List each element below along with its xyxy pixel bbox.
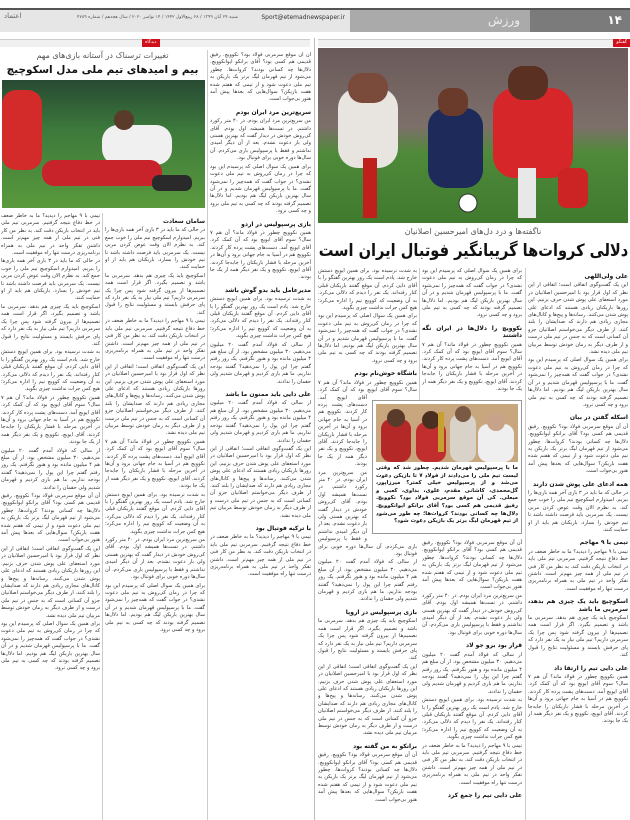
subheading: سامان سعادت [163,218,205,225]
subheading: اسکله گفتن در بیان [569,414,628,422]
body-paragraph: من سریع‌ترین مرد ایران بودم. در ۴۰ متر رکورد داشتم. در تست‌ها همیشه اول بودم. آقای کی‌روش خودش در دیدار گفت که بهترین هستی ولی باز دعوت نشدم. بعد از آن دیگر امیدی نداشتم و فقط با پرسپولیس بازی می‌کردم. آن سال‌ها دوره خوبی برای فوتبال بود. [210,118,311,162]
section-email: Sport@etemadnewspaper.ir [261,14,345,21]
body-paragraph: تیمی با ۹ مهاجم را دیدید؟ ما به خاطر ضعف در خط دفاع نتیجه گرفتیم. سرمربی تیم ملی باید در انتخاب بازیکن دقت کند. به نظر من کار فنی در تیم ملی از همه چیز مهم‌تر است. داشتن تفکر واحد در تیم ملی به همراه برنامه‌ریزی درست تنها راه موفقیت است. [528,548,628,592]
body-paragraph: به شدت ترسیده بود. برای همین ایویچ دستش خارج شد. یادم است یک روز بهترین گفتگو را با آقای دایی کردم. آن موقع گفتند بازیکنان قبلی کنار رفته‌اند. یک نفر را دیدم که دلالی می‌کرد. به آن وضعیت که کوویچ تیم را اداره می‌کرد؛ هیچ کس جرات نداشت چیزی بگوید. [105,491,205,535]
subheading: علی ولی‌اللهی [584,273,628,280]
body-paragraph: از سالی که فولاد آمدم گفت ۲۰ میلیون می‌دهیم. ۳۰ میلیون مشخص بود. از آن مبلغ هم ۴ میلیون مانده بود و هنوز نگرفتم. یک روز رفتم گفتم چرا این پول را نمی‌دهید؟ گفتند بودجه نداریم. ما هم بازی کردیم و قهرمان شدیم ولی حقمان را ندادند. [1,447,100,491]
body-paragraph: آن آن موقع سرمربی فولاد بود؟ نکوویچ. رفیق قدیمی هم کسی بود؟ آقای برانکو ایوانکوویچ. دلال‌ها چه کسانی بودند؟ کروات‌ها. چطور می‌شود از تیم قهرمان لیگ برتر یک بازیکن به تیم ملی دعوت شود و از تیمی که هفتم شده هفت بازیکن؟ سوال‌هایی که بعدها پیش آمد هنوز بی‌جواب است. [528,423,628,475]
side-photo [2,80,205,208]
column-divider [207,50,208,820]
section-bar-right [318,39,630,47]
column-divider [419,268,420,400]
body-paragraph: تیمی با ۹ مهاجم را دیدید؟ ما به خاطر ضعف در خط دفاع نتیجه گرفتیم. سرمربی تیم ملی باید در انتخاب بازیکن دقت کند. به نظر من کار فنی در تیم ملی از همه چیز مهم‌تر است. داشتن تفکر واحد در تیم ملی به همراه برنامه‌ریزی درست تنها راه موفقیت است. [105,318,205,362]
section-tag-opinion: دیدگاه [142,39,160,47]
subheading: علی دایی تیم را جمع کرد [447,792,522,799]
body-paragraph: آن آن موقع سرمربی فولاد بود؟ نکوویچ. رفیق قدیمی هم کسی بود؟ آقای برانکو ایوانکوویچ. دلال‌ها چه کسانی بودند؟ کروات‌ها. چطور می‌شود از تیم قهرمان لیگ برتر یک بازیکن به تیم ملی دعوت شود و از تیمی که هفتم شده هفت بازیکن؟ سوال‌هایی که بعدها پیش آمد هنوز بی‌جواب است. [1,493,100,544]
body-paragraph: این یک گفت‌وگوی اتفاقی است؛ اتفاقی از این نظر که اول قرار بود با امیرحسین اصلانیان در مورد استعفای علی پوش شدن حرف بزنیم. این روزها بازیکنان زیادی هستند که ادعای علی پوش شدن می‌کنند. رسانه‌ها و پیج‌ها و کانال‌های مجازی زیادی هم دارند که صدایشان را بلند کنند. از طرف دیگر می‌خواستم اصلانیان جزو آن کسانی است که به جنس در تیم ملی درست و از طرف دیگر به زمان خودش توسط مربیان تیم ملی دیده نشد. [318,663,417,737]
body-paragraph: اسکوچیچ باید یک چیزی هم بدهد. سرمربی ما باشد و تصمیم بگیرد. اگر قرار است همه تصمیم‌ها از بیرون گرفته شود پس چرا یک سرمربی داریم؟ تیم ملی نیاز به یک نفر دارد که پای حرفش بایستد و مسئولیت نتایج را قبول کند. [105,272,205,316]
inset-photo-box [372,400,522,534]
subheading: اسکوچیچ باید یک چیزی هم بدهد، سرمربی ما باشد [528,598,628,613]
body-paragraph: این یک گفت‌وگوی اتفاقی است؛ اتفاقی از این نظر که اول قرار بود با امیرحسین اصلانیان در مورد استعفای علی پوش شدن حرف بزنیم. این روزها بازیکنان زیادی هستند که ادعای علی پوش شدن می‌کنند. رسانه‌ها و پیج‌ها و کانال‌های مجازی زیادی هم دارند که صدایشان را بلند کنند. از طرف دیگر می‌خواستم اصلانیان جزو آن کسانی است که به جنس در تیم ملی درست و از طرف دیگر به زمان خودش توسط مربیان تیم ملی دیده نشد. [528,282,628,356]
body-paragraph: اسکوچیچ باید یک چیزی هم بدهد. سرمربی ما باشد و تصمیم بگیرد. اگر قرار است همه تصمیم‌ها از بیرون گرفته شود پس چرا یک سرمربی داریم؟ تیم ملی نیاز به یک نفر دارد که پای حرفش بایستد و مسئولیت نتایج را قبول کند. [528,615,628,659]
body-paragraph: از سالی که فولاد آمدم گفت ۲۰ میلیون می‌دهیم. ۳۰ میلیون مشخص بود. از آن مبلغ هم ۴ میلیون مانده بود و هنوز نگرفتم. یک روز رفتم گفتم چرا این پول را نمی‌دهید؟ گفتند بودجه نداریم. ما هم بازی کردیم و قهرمان شدیم ولی حقمان را ندادند. [318,559,417,603]
column-left-3 [1,213,100,820]
body-paragraph: همین نکوویچ چطور در فولاد ماند؟ آن هم ۷ سال؟ سوم آقای ایویچ بود که آن کمک کرد. آقای ایویچ آمد. دست‌های پشت پرده کار کردند. نکوویچ هم در آسیا به جام جهانی برود و آن‌ها در آخرین مرحله با فشار بازیکنان را جابه‌جا کردند. آقای ایویچ، نکوویچ و یک نفر دیگر همه از یک جا بودند. [528,673,628,725]
body-paragraph: من سریع‌ترین مرد ایران بودم. در ۴۰ متر رکورد داشتم. در تست‌ها همیشه اول بودم. آقای کی‌روش خودش در دیدار گفت که بهترین هستی ولی باز دعوت نشدم. بعد از آن دیگر امیدی نداشتم و فقط با پرسپولیس بازی می‌کردم. آن سال‌ها دوره خوبی برای فوتبال بود. [422,592,522,636]
body-paragraph: آن آن موقع سرمربی فولاد بود؟ نکوویچ. رفیق قدیمی هم کسی بود؟ آقای برانکو ایوانکوویچ. دلال‌ها چه کسانی بودند؟ کروات‌ها. چطور می‌شود از تیم قهرمان لیگ برتر یک بازیکن به تیم ملی دعوت شود و از تیمی که هفتم شده هفت بازیکن؟ سوال‌هایی که بعدها پیش آمد هنوز بی‌جواب است. [318,752,417,803]
column-right-3 [318,268,417,820]
body-paragraph: آن آن موقع سرمربی فولاد بود؟ نکوویچ. رفیق قدیمی هم کسی بود؟ آقای برانکو ایوانکوویچ. دلال‌ها چه کسانی بودند؟ کروات‌ها. چطور می‌شود از تیم قهرمان لیگ برتر یک بازیکن به تیم ملی دعوت شود و از تیمی که هفتم شده هفت بازیکن؟ سوال‌هایی که بعدها پیش آمد هنوز بی‌جواب است. [210,52,311,103]
subheading: سریع‌ترین مرد ایران بودم [235,108,311,116]
side-headline: بیم و امیدهای تیم ملی مدل اسکوچیچ [6,64,199,76]
page-divider [314,38,315,820]
body-paragraph: آن آن موقع سرمربی فولاد بود؟ نکوویچ. رفیق قدیمی هم کسی بود؟ آقای برانکو ایوانکوویچ. دلال‌ها چه کسانی بودند؟ کروات‌ها. چطور می‌شود از تیم قهرمان لیگ برتر یک بازیکن به تیم ملی دعوت شود و از تیمی که هفتم شده هفت بازیکن؟ سوال‌هایی که بعدها پیش آمد هنوز بی‌جواب است. [422,540,522,591]
body-paragraph: همین نکوویچ چطور در فولاد ماند؟ آن هم ۷ سال؟ سوم آقای ایویچ بود که آن کمک کرد. آقای ایویچ آمد. دست‌های پشت پرده کار کردند. نکوویچ هم در آسیا به جام جهانی برود و آن‌ها در آخرین مرحله با فشار بازیکنان را جابه‌جا کردند. آقای ایویچ، نکوویچ و یک نفر دیگر همه از یک جا بودند. [210,229,311,281]
body-paragraph: تیمی با ۹ مهاجم را دیدید؟ ما به خاطر ضعف در خط دفاع نتیجه گرفتیم. سرمربی تیم ملی باید در انتخاب بازیکن دقت کند. به نظر من کار فنی در تیم ملی از همه چیز مهم‌تر است. داشتن تفکر واحد در تیم ملی به همراه برنامه‌ریزی درست تنها راه موفقیت است. [1,213,100,257]
body-paragraph: من سریع‌ترین مرد ایران بودم. در ۴۰ متر رکورد داشتم. در تست‌ها همیشه اول بودم. آقای کی‌روش خودش در دیدار گفت که بهترین هستی ولی باز دعوت نشدم. بعد از آن دیگر امیدی نداشتم و فقط با پرسپولیس بازی می‌کردم. آن سال‌ها دوره خوبی برای فوتبال بود. [105,537,205,581]
column-right-2 [422,268,522,820]
body-paragraph: اسکوچیچ باید یک چیزی هم بدهد. سرمربی ما باشد و تصمیم بگیرد. اگر قرار است همه تصمیم‌ها از بیرون گرفته شود پس چرا یک سرمربی داریم؟ تیم ملی نیاز به یک نفر دارد که پای حرفش بایستد و مسئولیت نتایج را قبول کند. [318,618,417,662]
body-paragraph: از سالی که فولاد آمدم گفت ۲۰ میلیون می‌دهیم. ۳۰ میلیون مشخص بود. از آن مبلغ هم ۴ میلیون مانده بود و هنوز نگرفتم. یک روز رفتم گفتم چرا این پول را نمی‌دهید؟ گفتند بودجه نداریم. ما هم بازی کردیم و قهرمان شدیم ولی حقمان را ندادند. [422,651,522,695]
body-paragraph: برای همین یک سوال اصلی که پرسیدم این بود که چرا در زمان کی‌روش به تیم ملی دعوت نشدی؟ در جواب گفت که همه‌چیز را نمی‌شود گفت. ما با پرسپولیس قهرمان شدیم و در آن سال بهترین بازیکن لیگ هم بودیم. اما دلال‌ها تصمیم گرفته بودند که چه کسی به تیم ملی برود و چه کسی نرود. [1,620,100,672]
subheading: همه ادعای علی پوش شدن دارند [533,480,628,488]
body-paragraph: برای همین یک سوال اصلی که پرسیدم این بود که چرا در زمان کی‌روش به تیم ملی دعوت نشدی؟ در جواب گفت که همه‌چیز را نمی‌شود گفت. ما با پرسپولیس قهرمان شدیم و در آن سال بهترین بازیکن لیگ هم بودیم. اما دلال‌ها تصمیم گرفته بودند که چه کسی به تیم ملی برود و چه کسی نرود. [105,582,205,633]
body-paragraph: به شدت ترسیده بود. برای همین ایویچ دستش خارج شد. یادم است یک روز بهترین گفتگو را با آقای دایی کردم. آن موقع گفتند بازیکنان قبلی کنار رفته‌اند. یک نفر را دیدم که دلالی می‌کرد. به آن وضعیت که کوویچ تیم را اداره می‌کرد؛ هیچ کس جرات نداشت چیزی بگوید. [318,268,417,312]
body-paragraph: برای همین یک سوال اصلی که پرسیدم این بود که چرا در زمان کی‌روش به تیم ملی دعوت نشدی؟ در جواب گفت که همه‌چیز را نمی‌شود گفت. ما با پرسپولیس قهرمان شدیم و در آن سال بهترین بازیکن لیگ هم بودیم. اما دلال‌ها تصمیم گرفته بودند که چه کسی به تیم ملی برود و چه کسی نرود. [528,357,628,408]
column-right-1 [528,268,628,820]
side-kicker: تغییرات ترسناک در آستانه بازی‌های مهم [36,51,169,60]
body-paragraph: اسکوچیچ باید یک چیزی هم بدهد. سرمربی ما باشد و تصمیم بگیرد. اگر قرار است همه تصمیم‌ها از بیرون گرفته شود پس چرا یک سرمربی داریم؟ تیم ملی نیاز به یک نفر دارد که پای حرفش بایستد و مسئولیت نتایج را قبول کند. [1,303,100,347]
column-divider [525,268,526,820]
column-left-2 [105,213,205,820]
main-headline: دلالی کروات‌ها گریبانگیر فوتبال ایران است [318,241,628,261]
body-paragraph: از سالی که فولاد آمدم گفت ۲۰ میلیون می‌دهیم. ۳۰ میلیون مشخص بود. از آن مبلغ هم ۴ میلیون مانده بود و هنوز نگرفتم. یک روز رفتم گفتم چرا این پول را نمی‌دهید؟ گفتند بودجه نداریم. ما هم بازی کردیم و قهرمان شدیم ولی حقمان را ندادند. [210,400,311,444]
subheading: علی دایی باید ممنون ما باشد [225,391,311,399]
body-paragraph: همین نکوویچ چطور در فولاد ماند؟ آن هم ۷ سال؟ سوم آقای ایویچ بود که آن کمک کرد. آقای ایویچ آمد. دست‌های پشت پرده کار کردند. نکوویچ هم در آسیا به جام جهانی برود و آن‌ها در آخرین مرحله با فشار بازیکنان را جابه‌جا کردند. آقای ایویچ، نکوویچ و یک نفر دیگر همه از یک جا بودند. [1,394,100,446]
main-kicker: ناگفته‌ها و درد دل‌های امیرحسین اصلانیان [404,227,542,236]
body-paragraph: تیمی با ۹ مهاجم را دیدید؟ ما به خاطر ضعف در خط دفاع نتیجه گرفتیم. سرمربی تیم ملی باید در انتخاب بازیکن دقت کند. به نظر من کار فنی در تیم ملی از همه چیز مهم‌تر است. داشتن تفکر واحد در تیم ملی به همراه برنامه‌ریزی درست تنها راه موفقیت است. [210,534,311,578]
body-paragraph: در حالی که ما باید در ۳ بازی آخر همه بازی‌ها را ببریم. امیدوارم اسکوچیچ تیم ملی را خوب جمع کند. به نظرم الان وقت عوض کردن مربی نیست. یک سرمربی باید فرصت داشته باشد تا تیم خودش را بسازد. بازیکنان هم باید از او حمایت کنند. [1,258,100,302]
inset-caption: ما با پرسپولیس قهرمان شدیم. چطور شد که وقتی لیست تیم ملی را می‌دادند از فولاد ۷ تا بازیکن دعوت می‌شد و از پرسپولیس خیلی کمتر؟ میرزاپور، گل‌محمدی، کاشانی مقدم، علوی، بداوی، کعبی و میعلی. کی آن موقع سرمربی فولاد بود؟ نکوویچ. رفیق قدیمی هم کسی بود؟ آقای برانکو ایوانکوویچ. دلال‌ها چه کسانی بودند؟ کروات‌ها؛ چه طور می‌شود از تیم قهرمان لیگ برتر یک بازیکن دعوت شود؟ [376,465,518,525]
inset-photo [376,404,518,462]
body-paragraph: همین نکوویچ چطور در فولاد ماند؟ آن هم ۷ سال؟ سوم آقای ایویچ بود که آن کمک کرد. آقای ایویچ آمد. دست‌های پشت پرده کار کردند. نکوویچ هم در آسیا به جام جهانی برود و آن‌ها در آخرین مرحله با فشار بازیکنان را جابه‌جا کردند. آقای ایویچ، نکوویچ و یک نفر دیگر همه از یک جا بودند. [318,379,417,468]
body-paragraph: برای همین یک سوال اصلی که پرسیدم این بود که چرا در زمان کی‌روش به تیم ملی دعوت نشدی؟ در جواب گفت که همه‌چیز را نمی‌شود گفت. ما با پرسپولیس قهرمان شدیم و در آن سال بهترین بازیکن لیگ هم بودیم. اما دلال‌ها تصمیم گرفته بودند که چه کسی به تیم ملی برود و چه کسی نرود. [318,313,417,364]
section-name: ورزش [350,10,530,32]
body-paragraph: این یک گفت‌وگوی اتفاقی است؛ اتفاقی از این نظر که اول قرار بود با امیرحسین اصلانیان در مورد استعفای علی پوش شدن حرف بزنیم. این روزها بازیکنان زیادی هستند که ادعای علی پوش شدن می‌کنند. رسانه‌ها و پیج‌ها و کانال‌های مجازی زیادی هم دارند که صدایشان را بلند کنند. از طرف دیگر می‌خواستم اصلانیان جزو آن کسانی است که به جنس در تیم ملی درست و از طرف دیگر به زمان خودش توسط مربیان تیم ملی دیده نشد. [1,545,100,619]
body-paragraph: به شدت ترسیده بود. برای همین ایویچ دستش خارج شد. یادم است یک روز بهترین گفتگو را با آقای دایی کردم. آن موقع گفتند بازیکنان قبلی کنار رفته‌اند. یک نفر را دیدم که دلالی می‌کرد. به آن وضعیت که کوویچ تیم را اداره می‌کرد؛ هیچ کس جرات نداشت چیزی بگوید. [1,349,100,393]
main-photo [318,48,628,223]
body-paragraph: همین نکوویچ چطور در فولاد ماند؟ آن هم ۷ سال؟ سوم آقای ایویچ بود که آن کمک کرد. آقای ایویچ آمد. دست‌های پشت پرده کار کردند. نکوویچ هم در آسیا به جام جهانی برود و آن‌ها در آخرین مرحله با فشار بازیکنان را جابه‌جا کردند. آقای ایویچ، نکوویچ و یک نفر دیگر همه از یک جا بودند. [105,438,205,490]
subheading: با ترکیه فوتبال بود [255,524,311,532]
page-number: ۱۴ [530,10,630,32]
subheading: نکوویچ را دلال‌ها در ایران نگه داشتند [422,324,522,340]
subheading: باشگاه خوش‌نام بودم [354,370,417,378]
body-paragraph: این یک گفت‌وگوی اتفاقی است؛ اتفاقی از این نظر که اول قرار بود با امیرحسین اصلانیان در مورد استعفای علی پوش شدن حرف بزنیم. این روزها بازیکنان زیادی هستند که ادعای علی پوش شدن می‌کنند. رسانه‌ها و پیج‌ها و کانال‌های مجازی زیادی هم دارند که صدایشان را بلند کنند. از طرف دیگر می‌خواستم اصلانیان جزو آن کسانی است که به جنس در تیم ملی درست و از طرف دیگر به زمان خودش توسط مربیان تیم ملی دیده نشد. [210,445,311,519]
subheading: مدیرعامل باید بدو گوش باشد [224,286,311,294]
subheading: بازی پرسپولیس در اروپا [345,608,417,616]
body-paragraph: در حالی که ما باید در ۳ بازی آخر همه بازی‌ها را ببریم. امیدوارم اسکوچیچ تیم ملی را خوب جمع کند. به نظرم الان وقت عوض کردن مربی نیست. یک سرمربی باید فرصت داشته باشد تا تیم خودش را بسازد. بازیکنان هم باید از او حمایت کنند. [105,227,205,271]
column-divider [102,213,103,820]
body-paragraph: در حالی که ما باید در ۳ بازی آخر همه بازی‌ها را ببریم. امیدوارم اسکوچیچ تیم ملی را خوب جمع کند. به نظرم الان وقت عوض کردن مربی نیست. یک سرمربی باید فرصت داشته باشد تا تیم خودش را بسازد. بازیکنان هم باید از او حمایت کنند. [528,489,628,533]
body-paragraph: تیمی با ۹ مهاجم را دیدید؟ ما به خاطر ضعف در خط دفاع نتیجه گرفتیم. سرمربی تیم ملی باید در انتخاب بازیکن دقت کند. به نظر من کار فنی در تیم ملی از همه چیز مهم‌تر است. داشتن تفکر واحد در تیم ملی به همراه برنامه‌ریزی درست تنها راه موفقیت است. [422,742,522,786]
body-paragraph: من سریع‌ترین مرد ایران بودم. در ۴۰ متر رکورد داشتم. در تست‌ها همیشه اول بودم. آقای کی‌روش خودش در دیدار گفت که بهترین هستی ولی باز دعوت نشدم. بعد از آن دیگر امیدی نداشتم و فقط با پرسپولیس بازی می‌کردم. آن سال‌ها دوره خوبی برای فوتبال بود. [318,469,417,558]
body-paragraph: به شدت ترسیده بود. برای همین ایویچ دستش خارج شد. یادم است یک روز بهترین گفتگو را با آقای دایی کردم. آن موقع گفتند بازیکنان قبلی کنار رفته‌اند. یک نفر را دیدم که دلالی می‌کرد. به آن وضعیت که کوویچ تیم را اداره می‌کرد؛ هیچ کس جرات نداشت چیزی بگوید. [422,697,522,741]
body-paragraph: به شدت ترسیده بود. برای همین ایویچ دستش خارج شد. یادم است یک روز بهترین گفتگو را با آقای دایی کردم. آن موقع گفتند بازیکنان قبلی کنار رفته‌اند. یک نفر را دیدم که دلالی می‌کرد. به آن وضعیت که کوویچ تیم را اداره می‌کرد؛ هیچ کس جرات نداشت چیزی بگوید. [210,296,311,340]
subheading: بازی پرسپولیس در اردو [241,220,311,228]
body-paragraph: برای همین یک سوال اصلی که پرسیدم این بود که چرا در زمان کی‌روش به تیم ملی دعوت نشدی؟ در جواب گفت که همه‌چیز را نمی‌شود گفت. ما با پرسپولیس قهرمان شدیم و در آن سال بهترین بازیکن لیگ هم بودیم. اما دلال‌ها تصمیم گرفته بودند که چه کسی به تیم ملی برود و چه کسی نرود. [422,268,522,319]
body-paragraph: این یک گفت‌وگوی اتفاقی است؛ اتفاقی از این نظر که اول قرار بود با امیرحسین اصلانیان در مورد استعفای علی پوش شدن حرف بزنیم. این روزها بازیکنان زیادی هستند که ادعای علی پوش شدن می‌کنند. رسانه‌ها و پیج‌ها و کانال‌های مجازی زیادی هم دارند که صدایشان را بلند کنند. از طرف دیگر می‌خواستم اصلانیان جزو آن کسانی است که به جنس در تیم ملی درست و از طرف دیگر به زمان خودش توسط مربیان تیم ملی دیده نشد. [105,363,205,437]
body-paragraph: برای همین یک سوال اصلی که پرسیدم این بود که چرا در زمان کی‌روش به تیم ملی دعوت نشدی؟ در جواب گفت که همه‌چیز را نمی‌شود گفت. ما با پرسپولیس قهرمان شدیم و در آن سال بهترین بازیکن لیگ هم بودیم. اما دلال‌ها تصمیم گرفته بودند که چه کسی به تیم ملی برود و چه کسی نرود. [210,163,311,215]
column-left-1 [210,52,311,820]
subheading: تیمی با ۹ مهاجم [579,539,628,547]
body-paragraph: همین نکوویچ چطور در فولاد ماند؟ آن هم ۷ سال؟ سوم آقای ایویچ بود که آن کمک کرد. آقای ایویچ آمد. دست‌های پشت پرده کار کردند. نکوویچ هم در آسیا به جام جهانی برود و آن‌ها در آخرین مرحله با فشار بازیکنان را جابه‌جا کردند. آقای ایویچ، نکوویچ و یک نفر دیگر همه از یک جا بودند. [422,341,522,393]
subheading: برانکو به من گفته بود [353,742,417,750]
subheading: علی دایی تیم را ارتقا داد [554,664,628,672]
section-tag-interview: گفتگو [613,39,630,47]
subheading: قرار بود برو جو لاد [466,642,522,650]
newspaper-logo: اعتماد [4,12,22,20]
body-paragraph: از سالی که فولاد آمدم گفت ۲۰ میلیون می‌دهیم. ۳۰ میلیون مشخص بود. از آن مبلغ هم ۴ میلیون مانده بود و هنوز نگرفتم. یک روز رفتم گفتم چرا این پول را نمی‌دهید؟ گفتند بودجه نداریم. ما هم بازی کردیم و قهرمان شدیم ولی حقمان را ندادند. [210,341,311,385]
date-line: شنبه ۲۴ آبان ۱۳۹۹ / ۲۸ ربیع‌الاول ۱۴۴۲ / ۱۴ نوامبر ۲۰۲۰ / سال هجدهم / شماره ۴۷۸۹ [77,15,238,20]
